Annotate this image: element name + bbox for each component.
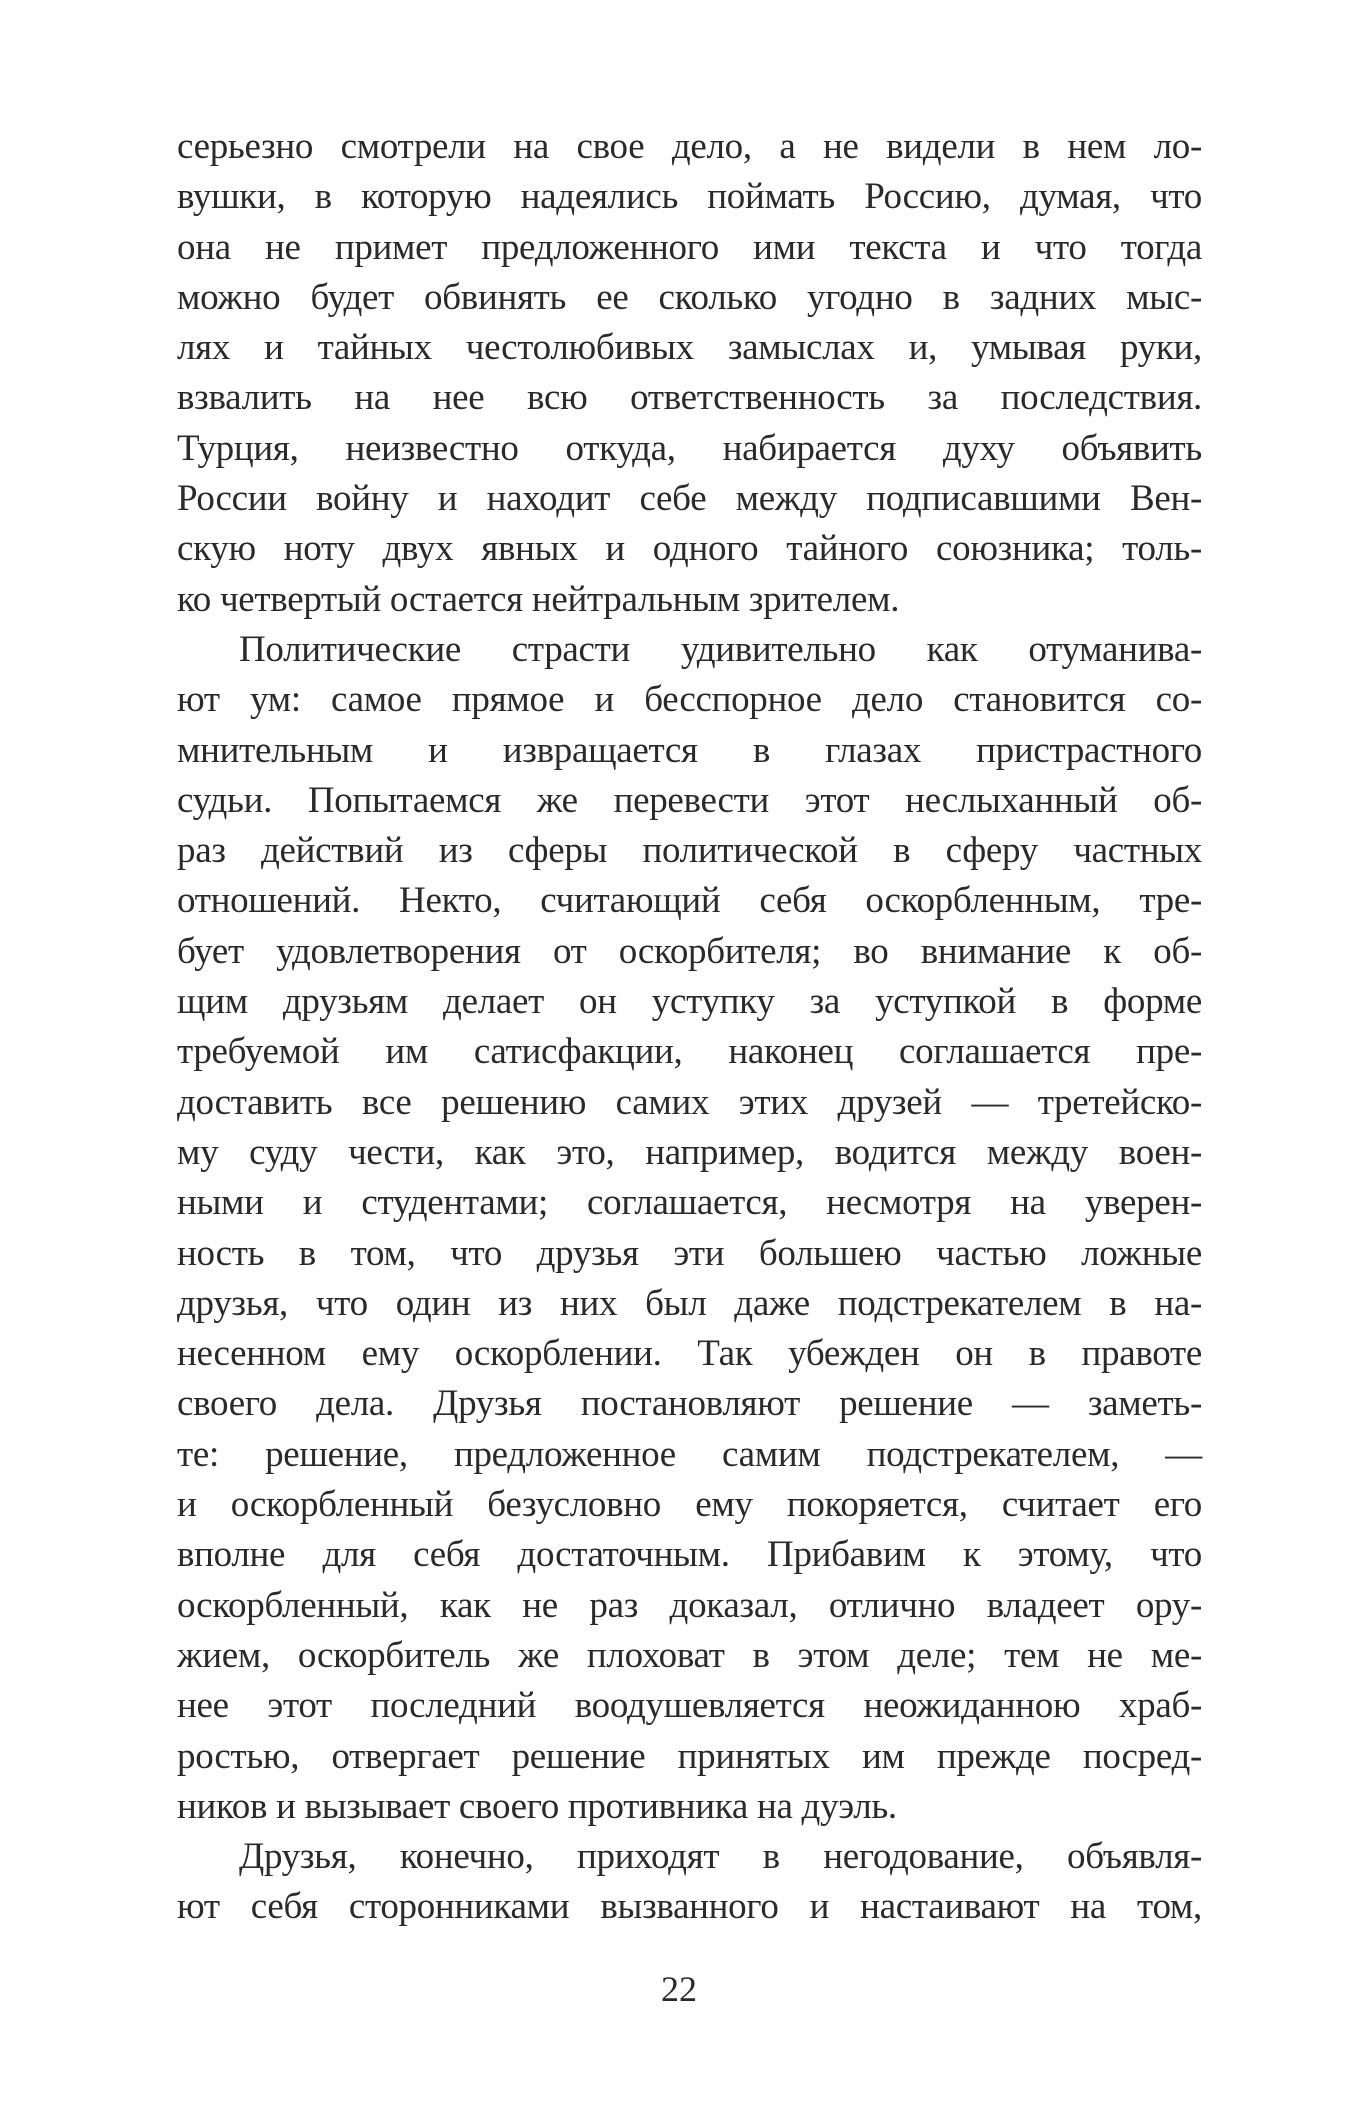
text-line: ют ум: самое прямое и бесспорное дело становится со- [177, 679, 1202, 721]
paragraph [177, 122, 1202, 625]
text-line: ко четвертый остается нейтральным зрителем. [177, 578, 900, 620]
text-line: оскорбленный, как не раз доказал, отлично владеет ору- [177, 1584, 1202, 1626]
text-line: вполне для себя достаточным. Прибавим к этому, что [177, 1534, 1202, 1576]
text-line: можно будет обвинять ее сколько угодно в задних мыс- [177, 276, 1202, 318]
text-line: и оскорбленный безусловно ему покоряется, считает его [177, 1484, 1202, 1526]
text-line: она не примет предложенного ими текста и что тогда [177, 226, 1202, 268]
text-line: серьезно смотрели на свое дело, а не видели в нем ло- [177, 126, 1202, 167]
text-line: му суду чести, как это, например, водится между воен- [177, 1131, 1202, 1173]
text-line: требуемой им сатисфакции, наконец соглашается пре- [177, 1031, 1202, 1073]
text-line: Политические страсти удивительно как отуманива- [239, 628, 1202, 670]
text-line: бует удовлетворения от оскорбителя; во внимание к об- [177, 930, 1202, 972]
text-line: отношений. Некто, считающий себя оскорбленным, тре- [177, 880, 1202, 922]
text-line: своего дела. Друзья постановляют решение — заметь- [177, 1383, 1202, 1425]
text-line: щим друзьям делает он уступку за уступкой в форме [177, 981, 1202, 1023]
text-line: судьи. Попытаемся же перевести этот неслыханный об- [177, 779, 1202, 821]
text-line: доставить все решению самих этих друзей — третейско- [177, 1081, 1202, 1123]
body-text [177, 122, 1202, 1933]
text-line: те: решение, предложенное самим подстрекателем, — [177, 1433, 1202, 1475]
text-line: лях и тайных честолюбивых замыслах и, умывая руки, [177, 327, 1202, 369]
page-number: 22 [661, 1969, 697, 2009]
paragraph [177, 625, 1202, 1832]
text-line: ют себя сторонниками вызванного и настаивают на том, [177, 1886, 1202, 1928]
text-line: скую ноту двух явных и одного тайного союзника; толь- [177, 528, 1202, 570]
text-line: ность в том, что друзья эти большею частью ложные [177, 1232, 1202, 1274]
text-line: Турция, неизвестно откуда, набирается духу объявить [177, 427, 1202, 469]
text-line: Друзья, конечно, приходят в негодование, объявля- [239, 1836, 1202, 1878]
text-line: вушки, в которую надеялись поймать Россию, думая, что [177, 176, 1202, 218]
paragraph [177, 1832, 1202, 1933]
text-line: раз действий из сферы политической в сферу частных [177, 830, 1202, 872]
text-line: взвалить на нее всю ответственность за последствия. [177, 377, 1202, 419]
text-line: друзья, что один из них был даже подстрекателем в на- [177, 1282, 1202, 1324]
text-line: России войну и находит себе между подписавшими Вен- [177, 478, 1202, 520]
text-line: несенном ему оскорблении. Так убежден он в правоте [177, 1333, 1202, 1375]
text-line: ников и вызывает своего противника на дуэль. [177, 1785, 897, 1827]
text-line: ростью, отвергает решение принятых им прежде посред- [177, 1735, 1202, 1777]
text-line: ными и студентами; соглашается, несмотря на уверен- [177, 1182, 1202, 1224]
text-line: нее этот последний воодушевляется неожиданною храб- [177, 1685, 1202, 1727]
text-line: жием, оскорбитель же плоховат в этом деле; тем не ме- [177, 1634, 1202, 1676]
text-line: мнительным и извращается в глазах пристрастного [177, 729, 1202, 771]
